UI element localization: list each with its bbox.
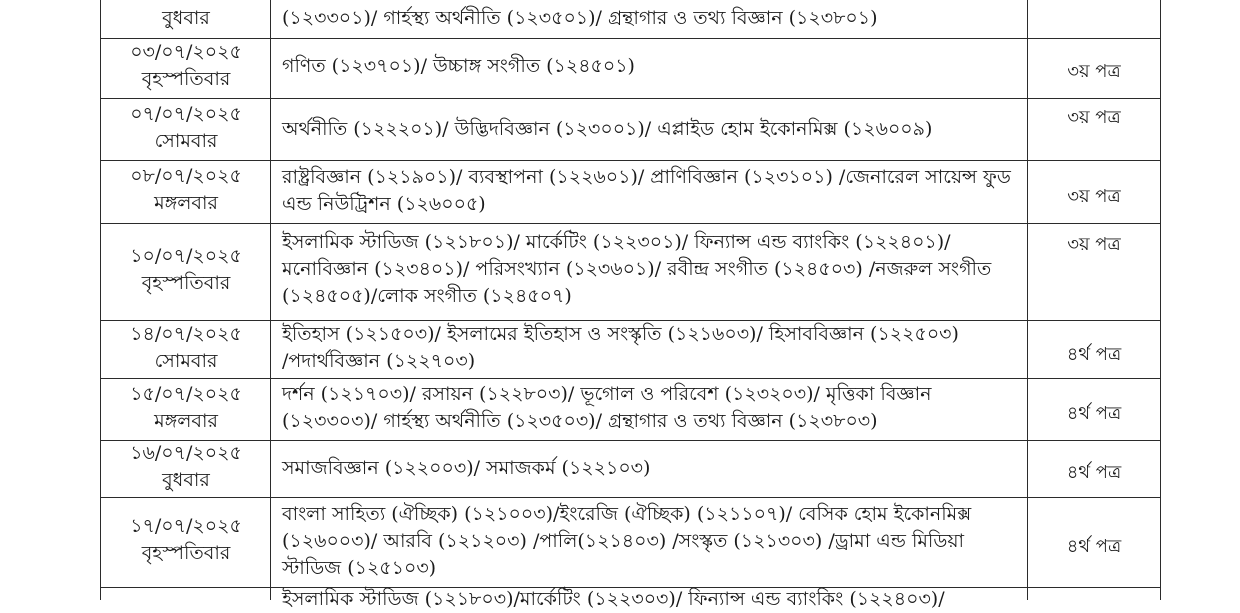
exam-day: বৃহস্পতিবার: [141, 542, 231, 564]
exam-day: সোমবার: [154, 350, 218, 372]
subjects-cell: [282, 321, 1022, 375]
subjects-cell: [282, 53, 1022, 80]
date-cell: [103, 440, 269, 494]
exam-date: ১০/০৭/২০২৫: [130, 245, 242, 267]
subjects-cell: [282, 116, 1022, 143]
row-divider: [100, 497, 1161, 498]
subject-line: রাষ্ট্রবিজ্ঞান (১২১৯০১)/ ব্যবস্থাপনা (১২২৬০১)/ প্রাণিবিজ্ঞান (১২৩১০১) /জেনারেল সায়েন্স ফুড: [282, 166, 1011, 188]
subjects-cell: [282, 381, 1022, 435]
date-cell: [103, 513, 269, 567]
date-cell: [103, 243, 269, 297]
exam-day: মঙ্গলবার: [154, 410, 218, 432]
subject-line: ইতিহাস (১২১৫০৩)/ ইসলামের ইতিহাস ও সংস্কৃতি (১২১৬০৩)/ হিসাববিজ্ঞান (১২২৫০৩): [282, 323, 959, 345]
date-cell: [103, 39, 269, 93]
paper-cell: ৪র্থ পত্র: [1066, 462, 1122, 483]
subject-line: এন্ড নিউট্রিশন (১২৬০০৫): [282, 193, 486, 215]
subject-line: সমাজবিজ্ঞান (১২২০০৩)/ সমাজকর্ম (১২২১০৩): [282, 457, 651, 479]
date-cell: [103, 321, 269, 375]
subject-line: (১২৪৫০৫)/লোক সংগীত (১২৪৫০৭): [282, 285, 572, 307]
exam-date: ১৬/০৭/২০২৫: [130, 442, 242, 464]
paper-cell: ৩য় পত্র: [1067, 61, 1121, 82]
subject-line: দর্শন (১২১৭০৩)/ রসায়ন (১২২৮০৩)/ ভূগোল ও পরিবেশ (১২৩২০৩)/ মৃত্তিকা বিজ্ঞান: [282, 383, 932, 405]
exam-day: মঙ্গলবার: [154, 192, 218, 214]
exam-date: ০৮/০৭/২০২৫: [130, 165, 242, 187]
exam-date: ০৩/০৭/২০২৫: [130, 41, 242, 63]
subject-line: ইসলামিক স্টাডিজ (১২১৮০১)/ মার্কেটিং (১২২৩০১)/ ফিন্যান্স এন্ড ব্যাংকিং (১২২৪০১)/: [282, 231, 951, 253]
subject-line: অর্থনীতি (১২২২০১)/ উদ্ভিদবিজ্ঞান (১২৩০০১)/ এপ্লাইড হোম ইকোনমিক্স (১২৬০০৯): [282, 118, 933, 140]
exam-day: বৃহস্পতিবার: [141, 272, 231, 294]
exam-date: ১৪/০৭/২০২৫: [130, 323, 242, 345]
subject-line: গণিত (১২৩৭০১)/ উচ্চাঙ্গ সংগীত (১২৪৫০১): [282, 55, 635, 77]
date-cell: [103, 5, 269, 32]
exam-day: সোমবার: [154, 130, 218, 152]
subjects-cell: [282, 501, 1022, 582]
exam-day: বুধবার: [162, 7, 210, 29]
exam-date: ১৫/০৭/২০২৫: [130, 383, 242, 405]
subject-line: বাংলা সাহিত্য (ঐচ্ছিক) (১২১০০৩)/ইংরেজি (ঐচ্ছিক) (১২১১০৭)/ বেসিক হোম ইকোনমিক্স: [282, 503, 972, 525]
date-cell: [103, 163, 269, 217]
subjects-cell: [282, 455, 1022, 482]
subject-line: (১২৬০০৩)/ আরবি (১২১২০৩) /পালি(১২১৪০৩) /সংস্কৃত (১২১৩০৩) /ড্রামা এন্ড মিডিয়া: [282, 530, 965, 552]
table-border-right: [1160, 0, 1161, 600]
row-divider: [100, 98, 1161, 99]
paper-cell: ৩য় পত্র: [1067, 186, 1121, 207]
subject-line: /পদার্থবিজ্ঞান (১২২৭০৩): [282, 350, 476, 372]
exam-date: ১৭/০৭/২০২৫: [130, 515, 242, 537]
subjects-cell: [282, 5, 1022, 32]
subjects-cell: [282, 229, 1022, 310]
row-divider: [100, 223, 1161, 224]
exam-day: বুধবার: [162, 469, 210, 491]
date-cell: [103, 381, 269, 435]
paper-cell: ৩য় পত্র: [1067, 107, 1121, 128]
row-divider: [100, 160, 1161, 161]
subject-line: স্টাডিজ (১২৫১০৩): [282, 557, 437, 579]
table-divider-paper: [1027, 0, 1028, 600]
subject-line: (১২৩৩০১)/ গার্হস্থ্য অর্থনীতি (১২৩৫০১)/ গ্রন্থাগার ও তথ্য বিজ্ঞান (১২৩৮০১): [282, 7, 878, 29]
subject-line: মনোবিজ্ঞান (১২৩৪০১)/ পরিসংখ্যান (১২৩৬০১)/ রবীন্দ্র সংগীত (১২৪৫০৩) /নজরুল সংগীত: [282, 258, 992, 280]
subjects-cell: [282, 164, 1022, 218]
paper-cell: ৪র্থ পত্র: [1066, 344, 1122, 365]
table-border-left: [100, 0, 101, 600]
subject-line: ইসলামিক স্টাডিজ (১২১৮০৩)/মার্কেটিং (১২২৩০৩)/ ফিন্যান্স এন্ড ব্যাংকিং (১২২৪০৩)/: [282, 588, 945, 610]
table-divider-date: [270, 0, 271, 600]
row-divider: [100, 378, 1161, 379]
paper-cell: ৪র্থ পত্র: [1066, 536, 1122, 557]
date-cell: [103, 101, 269, 155]
paper-cell: ৩য় পত্র: [1067, 234, 1121, 255]
paper-cell: ৪র্থ পত্র: [1066, 403, 1122, 424]
subject-line: (১২৩৩০৩)/ গার্হস্থ্য অর্থনীতি (১২৩৫০৩)/ গ্রন্থাগার ও তথ্য বিজ্ঞান (১২৩৮০৩): [282, 410, 878, 432]
exam-day: বৃহস্পতিবার: [141, 68, 231, 90]
exam-date: ০৭/০৭/২০২৫: [130, 103, 242, 125]
